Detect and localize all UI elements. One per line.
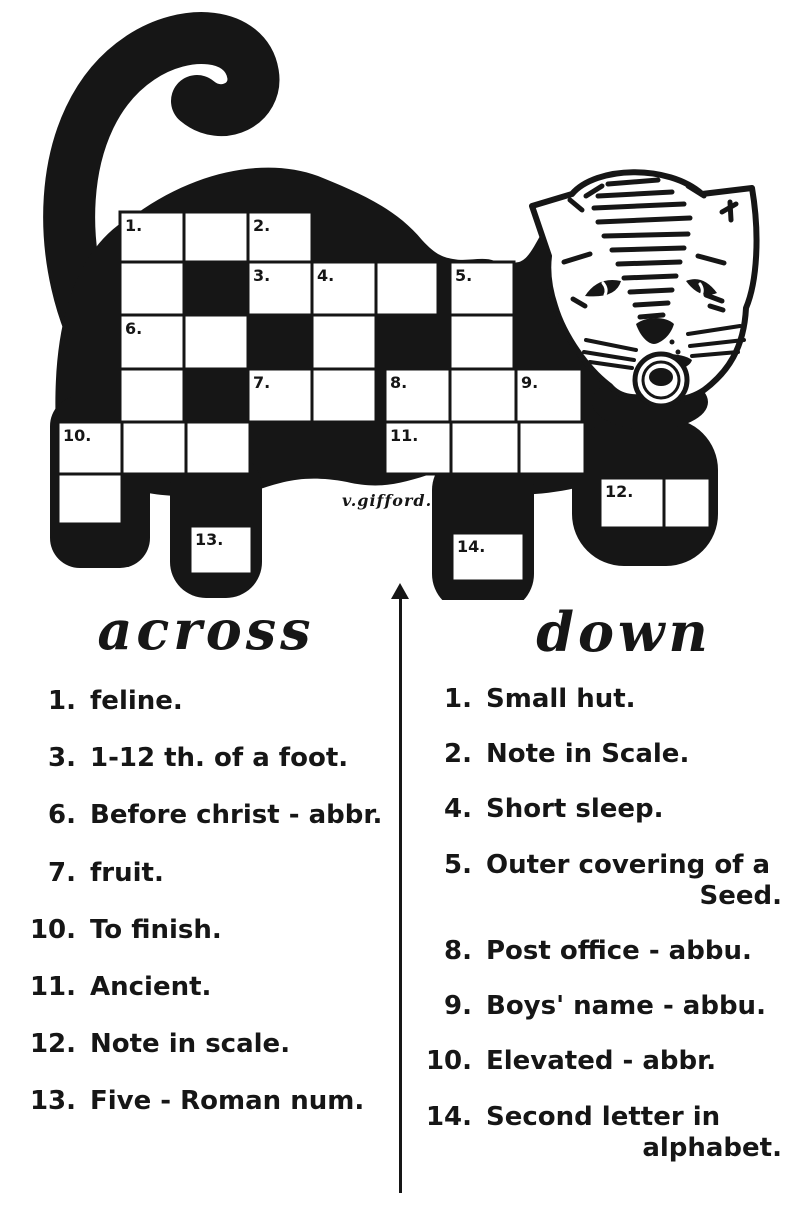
down-clues bbox=[424, 600, 790, 1188]
clue-text: To finish. bbox=[90, 914, 222, 945]
arrow-up-icon bbox=[391, 583, 409, 599]
clue-item bbox=[424, 1046, 790, 1077]
clue-text-line2: Seed. bbox=[699, 880, 782, 911]
crossword-cell bbox=[450, 369, 516, 422]
clue-text: 1-12 th. of a foot. bbox=[90, 743, 349, 774]
crossword-cell bbox=[186, 422, 250, 474]
crossword-cell bbox=[376, 262, 438, 315]
clue-text: Ancient. bbox=[90, 971, 212, 1002]
clue-text: Five - Roman num. bbox=[90, 1086, 365, 1117]
cell-number: 2. bbox=[253, 216, 271, 235]
clue-item bbox=[424, 991, 790, 1022]
cell-number: 4. bbox=[317, 266, 335, 285]
clue-text: Post office - abbu. bbox=[486, 935, 752, 966]
clue-item bbox=[22, 686, 390, 717]
clue-text: Note in Scale. bbox=[486, 739, 690, 770]
clue-item bbox=[424, 739, 790, 770]
cell-number: 10. bbox=[63, 426, 92, 445]
down-heading: down bbox=[536, 600, 712, 664]
crossword-cell bbox=[450, 315, 514, 369]
cat-crossword bbox=[0, 0, 800, 600]
clue-number: 13. bbox=[29, 1086, 76, 1117]
clue-number: 3. bbox=[48, 743, 76, 774]
clue-item bbox=[22, 1086, 390, 1117]
down-list bbox=[424, 684, 790, 1164]
crossword-cell bbox=[312, 315, 376, 369]
clue-item bbox=[22, 800, 390, 831]
clue-number: 12. bbox=[29, 1029, 76, 1060]
clue-number: 1. bbox=[444, 684, 472, 714]
crossword-cell bbox=[519, 422, 585, 474]
clue-item bbox=[22, 972, 390, 1003]
clue-text: fruit. bbox=[90, 857, 164, 888]
cell-number: 6. bbox=[125, 319, 143, 338]
clue-item bbox=[22, 858, 390, 889]
cell-number: 13. bbox=[195, 530, 224, 549]
clue-text: Second letter in bbox=[486, 1101, 721, 1132]
clue-item bbox=[424, 936, 790, 967]
clue-text: Outer covering of a bbox=[486, 849, 771, 880]
crossword-cell bbox=[451, 422, 519, 474]
crossword-cell bbox=[664, 478, 710, 528]
across-heading: across bbox=[97, 598, 315, 662]
cell-number: 1. bbox=[125, 216, 143, 235]
crossword-cell bbox=[120, 369, 184, 422]
clue-item bbox=[22, 743, 390, 774]
clue-number: 10. bbox=[29, 914, 76, 945]
clue-text: Note in scale. bbox=[90, 1029, 291, 1060]
cell-number: 8. bbox=[390, 373, 408, 392]
clue-item bbox=[22, 915, 390, 946]
crossword-cell bbox=[58, 474, 122, 524]
clue-item bbox=[424, 794, 790, 825]
clue-number: 10. bbox=[425, 1046, 472, 1077]
clue-item bbox=[424, 1102, 790, 1164]
artist-signature: v.gifford. bbox=[342, 491, 433, 510]
across-clues bbox=[22, 598, 390, 1144]
across-list bbox=[22, 686, 390, 1118]
clue-number: 14. bbox=[425, 1101, 472, 1132]
crossword-cell bbox=[120, 262, 184, 315]
clue-number: 5. bbox=[444, 849, 472, 880]
clue-text: Short sleep. bbox=[486, 794, 664, 825]
cell-number: 9. bbox=[521, 373, 539, 392]
clue-text-line2: alphabet. bbox=[642, 1132, 782, 1163]
clue-number: 6. bbox=[48, 800, 76, 831]
crossword-cell bbox=[184, 212, 248, 262]
clue-text: Before christ - abbr. bbox=[90, 800, 383, 831]
cell-number: 14. bbox=[457, 537, 486, 556]
cell-number: 5. bbox=[455, 266, 473, 285]
clue-text: feline. bbox=[90, 686, 183, 716]
cell-number: 7. bbox=[253, 373, 271, 392]
clue-text: Elevated - abbr. bbox=[486, 1046, 717, 1077]
cat-crossword-graphic bbox=[0, 0, 800, 600]
clue-number: 4. bbox=[444, 794, 472, 825]
cell-number: 11. bbox=[390, 426, 419, 445]
crossword-cell bbox=[184, 315, 248, 369]
crossword-cell bbox=[122, 422, 186, 474]
clue-number: 1. bbox=[48, 686, 76, 716]
clue-number: 11. bbox=[29, 971, 76, 1002]
clue-item bbox=[424, 684, 790, 715]
column-divider bbox=[399, 598, 402, 1193]
clue-number: 2. bbox=[444, 739, 472, 770]
clue-number: 8. bbox=[444, 935, 472, 966]
clue-text: Boys' name - abbu. bbox=[486, 991, 766, 1022]
clue-item bbox=[22, 1029, 390, 1060]
cell-number: 12. bbox=[605, 482, 634, 501]
clue-item bbox=[424, 850, 790, 912]
cell-number: 3. bbox=[253, 266, 271, 285]
crossword-cell bbox=[312, 369, 376, 422]
clue-number: 9. bbox=[444, 991, 472, 1022]
clue-number: 7. bbox=[48, 857, 76, 888]
clue-text: Small hut. bbox=[486, 684, 636, 714]
